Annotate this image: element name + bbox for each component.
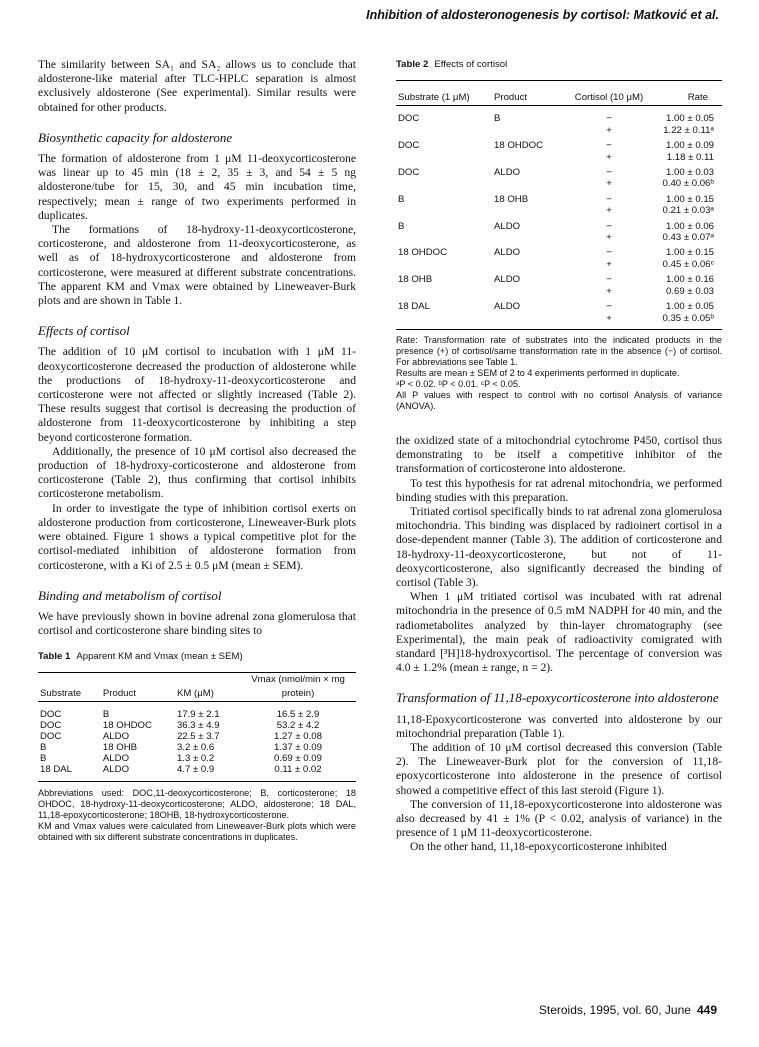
table-cell: − bbox=[606, 301, 612, 313]
table-row bbox=[396, 286, 722, 297]
paragraph: 11,18-Epoxycorticosterone was converted into aldosterone by our mitochondrial preparation (Table 1). bbox=[396, 712, 722, 740]
left-column bbox=[38, 58, 356, 843]
table-cell: DOC bbox=[398, 167, 420, 179]
table-cell: 1.27 ± 0.08 bbox=[274, 730, 322, 742]
table-cell: − bbox=[606, 220, 612, 232]
table-cell: 1.00 ± 0.05 bbox=[666, 301, 714, 313]
table-cell: 0.69 ± 0.09 bbox=[274, 752, 322, 764]
table-1-title: Apparent KM and Vmax (mean ± SEM) bbox=[76, 651, 243, 663]
table-cell: 22.5 ± 3.7 bbox=[176, 730, 220, 742]
table-row bbox=[396, 259, 722, 270]
table-cell: ALDO bbox=[494, 167, 521, 179]
table-cell: 36.3 ± 4.9 bbox=[176, 719, 220, 731]
table-cell: 1.00 ± 0.15 bbox=[666, 193, 714, 205]
table-cell bbox=[396, 286, 492, 297]
table-1-label: Table 1 bbox=[38, 651, 71, 663]
table-header: Cortisol (10 μM) bbox=[574, 92, 644, 104]
table-cell bbox=[492, 313, 572, 324]
table-2-grid bbox=[396, 80, 722, 324]
table-cell: 18 DAL bbox=[398, 301, 430, 313]
table-cell: ALDO bbox=[494, 274, 521, 286]
table-cell: − bbox=[606, 113, 612, 125]
table-cell bbox=[492, 125, 572, 136]
table-row bbox=[396, 163, 722, 178]
paragraph: The similarity between SA₁ and SA₂ allows us to conclude that aldosterone-like material after TLC-HPLC separation is almost exclusively aldosterone (See experimental). Similar results were obtained for other products. bbox=[38, 58, 356, 114]
table-cell: ALDO bbox=[102, 763, 130, 775]
table-row bbox=[396, 152, 722, 163]
table-row bbox=[396, 178, 722, 189]
table-1-caption bbox=[38, 650, 356, 664]
table-cell bbox=[396, 205, 492, 216]
table-cell: 0.40 ± 0.06ᵇ bbox=[662, 178, 714, 190]
paragraph: The formation of aldosterone from 1 μM 11-deoxycorticosterone was linear up to 45 min (18 ± 2, 35 ± 3, and 54 ± 5 ng aldosterone/tube for 15, 30, and 45 min incubation time, respectively; mean ± range of two experiments performed in duplicates. bbox=[38, 152, 356, 222]
table-cell bbox=[492, 205, 572, 216]
section-heading-binding: Binding and metabolism of cortisol bbox=[38, 587, 222, 603]
table-row bbox=[38, 731, 356, 742]
table-row bbox=[396, 205, 722, 216]
table-cell: − bbox=[606, 193, 612, 205]
table-1 bbox=[38, 650, 356, 843]
table-cell: DOC bbox=[40, 730, 62, 742]
table-cell bbox=[396, 152, 492, 163]
section-heading-biosynthetic: Biosynthetic capacity for aldosterone bbox=[38, 129, 233, 145]
table-row bbox=[396, 313, 722, 324]
table-header: Product bbox=[494, 92, 528, 104]
table-cell bbox=[396, 232, 492, 243]
table-cell: 18 OHDOC bbox=[494, 140, 544, 152]
table-row bbox=[396, 243, 722, 258]
table-cell: + bbox=[606, 178, 612, 190]
table-cell: 0.11 ± 0.02 bbox=[274, 763, 322, 775]
paragraph: When 1 μM tritiated cortisol was incubated with rat adrenal mitochondria in the presence of 0.5 mM NADPH for 40 min, and the radiometabolites analyzed by thin-layer chromatography (see Experimental), the main peak of radioactivity comigrated with standard [³H]18-hydroxycortisol. The percentage of conversion was 4.0 ± 1.2% (mean ± range, n = 2). bbox=[396, 590, 722, 675]
table-header: Rate bbox=[687, 92, 708, 104]
running-head: Inhibition of aldosteronogenesis by cortisol: Matković et al. bbox=[366, 8, 719, 22]
paragraph: The conversion of 11,18-epoxycorticosterone into aldosterone was also decreased by 41 ± 1% (P < 0.02, analysis of variance) in the presence of 1 μM 11-deoxycorticosterone. bbox=[396, 797, 722, 840]
table-cell: 18 OHDOC bbox=[398, 247, 448, 259]
table-cell: − bbox=[606, 167, 612, 179]
table-cell: ALDO bbox=[102, 730, 130, 742]
table-cell: − bbox=[606, 274, 612, 286]
section-heading-transformation: Transformation of 11,18-epoxycorticosterone into aldosterone bbox=[396, 690, 719, 706]
paragraph: Tritiated cortisol specifically binds to rat adrenal zona glomerulosa mitochondria. This binding was displaced by radioinert cortisol in a dose-dependent manner (Table 3). The addition of corticosterone and 18-hydroxy-11-deoxycorticosterone, but not of 11-deoxycorticosterone, also significantly decreased the binding of cortisol (Table 3). bbox=[396, 504, 722, 589]
table-row bbox=[38, 720, 356, 731]
paragraph: In order to investigate the type of inhibition cortisol exerts on aldosterone production from corticosterone, Lineweaver-Burk plots were obtained. Figure 1 shows a typical competitive plot for the cortisol-mediated inhibition of aldosterone formation from corticosterone, with a Ki of 2.5 ± 0.5 μM (mean ± SEM). bbox=[38, 501, 356, 572]
table-cell: 1.18 ± 0.11 bbox=[666, 151, 714, 163]
table-cell: 3.2 ± 0.6 bbox=[176, 741, 215, 753]
table-cell: B bbox=[102, 708, 110, 720]
table-cell: B bbox=[398, 220, 405, 232]
table-header: KM (μM) bbox=[176, 687, 214, 699]
table-cell: + bbox=[606, 312, 612, 324]
table-cell bbox=[396, 125, 492, 136]
table-cell: B bbox=[398, 193, 405, 205]
table-cell bbox=[492, 286, 572, 297]
table-cell bbox=[396, 178, 492, 189]
table-cell: 1.00 ± 0.15 bbox=[666, 247, 714, 259]
table-cell: 0.43 ± 0.07ᵃ bbox=[662, 232, 714, 244]
table-cell bbox=[396, 313, 492, 324]
table-cell: 0.69 ± 0.03 bbox=[666, 285, 714, 297]
table-cell: B bbox=[40, 752, 47, 764]
paragraph: On the other hand, 11,18-epoxycorticosterone inhibited bbox=[410, 840, 667, 854]
table-cell: ALDO bbox=[102, 752, 130, 764]
table-cell: 16.5 ± 2.9 bbox=[276, 708, 320, 720]
page-number: 449 bbox=[696, 1003, 717, 1017]
section-heading-effects: Effects of cortisol bbox=[38, 323, 130, 339]
table-2-note: All P values with respect to control with no cortisol Analysis of variance (ANOVA). bbox=[396, 389, 722, 411]
table-row bbox=[38, 742, 356, 753]
right-column bbox=[396, 58, 722, 855]
table-cell: DOC bbox=[398, 113, 420, 125]
table-cell: DOC bbox=[40, 719, 62, 731]
table-cell: 18 DAL bbox=[40, 763, 72, 775]
table-1-grid bbox=[38, 672, 356, 775]
table-cell: + bbox=[606, 285, 612, 297]
table-header: Product bbox=[102, 687, 136, 699]
table-2-caption bbox=[396, 58, 722, 72]
table-row bbox=[396, 113, 722, 124]
table-row bbox=[38, 709, 356, 720]
table-row bbox=[396, 232, 722, 243]
table-row bbox=[38, 753, 356, 764]
table-cell: 1.00 ± 0.05 bbox=[666, 113, 714, 125]
table-cell bbox=[492, 232, 572, 243]
table-cell: 0.21 ± 0.03ᵃ bbox=[662, 205, 714, 217]
table-header: Substrate bbox=[40, 687, 82, 699]
table-cell bbox=[492, 178, 572, 189]
table-cell: ALDO bbox=[494, 301, 521, 313]
table-cell: 0.45 ± 0.06ᶜ bbox=[662, 258, 714, 270]
table-cell: 18 OHB bbox=[102, 741, 138, 753]
table-cell: ALDO bbox=[494, 247, 521, 259]
paragraph: The addition of 10 μM cortisol to incubation with 1 μM 11-deoxycorticosterone decreased the production of aldosterone while the productions of 18-hydroxy-11-deoxycorticosterone and corticosterone were not affected or slightly increased (Table 2). These results suggest that cortisol is decreasing the production of aldosterone from 11-deoxycorticosterone by inhibiting a step beyond corticosterone formation. bbox=[38, 345, 356, 444]
table-cell: 17.9 ± 2.1 bbox=[176, 708, 220, 720]
table-header: Substrate (1 μM) bbox=[398, 92, 470, 104]
paragraph: The formations of 18-hydroxy-11-deoxycorticosterone, corticosterone, and aldosterone from 11-deoxycorticosterone, as well as of 18-hydroxycorticosterone and aldosterone from corticosterone, were measured at different substrate concentrations. The apparent KM and Vmax were obtained by Lineweaver-Burk plots and are shown in Table 1. bbox=[38, 223, 356, 308]
table-cell bbox=[492, 152, 572, 163]
table-cell: + bbox=[606, 124, 612, 136]
table-cell: + bbox=[606, 205, 612, 217]
table-cell: 18 OHB bbox=[494, 193, 529, 205]
table-cell: 53.2 ± 4.2 bbox=[276, 719, 320, 731]
table-row bbox=[396, 270, 722, 285]
table-cell: + bbox=[606, 258, 612, 270]
table-cell: ALDO bbox=[494, 220, 521, 232]
paragraph: We have previously shown in bovine adrenal zona glomerulosa that cortisol and corticosterone share binding sites to bbox=[38, 609, 356, 638]
table-2-note: Rate: Transformation rate of substrates into the indicated products in the presence (+) of cortisol/same transformation rate in the absence (−) of cortisol. For abbreviations see Table 1. bbox=[396, 334, 722, 367]
table-cell: 18 OHDOC bbox=[102, 719, 152, 731]
table-row bbox=[396, 125, 722, 136]
table-cell: 1.22 ± 0.11ᵃ bbox=[663, 124, 714, 136]
table-cell: 0.35 ± 0.05ᵇ bbox=[662, 312, 714, 324]
table-cell: 1.37 ± 0.09 bbox=[274, 741, 322, 753]
paragraph: Additionally, the presence of 10 μM cortisol also decreased the production of 18-hydroxy-corticosterone and aldosterone from corticosterone (Table 2), thus confirming that cortisol inhibits corticosterone metabolism. bbox=[38, 444, 356, 501]
table-row bbox=[38, 764, 356, 775]
table-cell: DOC bbox=[398, 140, 420, 152]
table-cell: B bbox=[40, 741, 47, 753]
table-row bbox=[396, 190, 722, 205]
table-cell bbox=[492, 259, 572, 270]
table-row bbox=[396, 297, 722, 312]
table-cell: 4.7 ± 0.9 bbox=[176, 763, 215, 775]
table-cell: − bbox=[606, 140, 612, 152]
table-2-note: ᵃP < 0.02. ᵇP < 0.01. ᶜP < 0.05. bbox=[396, 378, 521, 389]
paragraph: the oxidized state of a mitochondrial cytochrome P450, cortisol thus demonstrating to be itself a competitive inhibitor of the transformation of corticosterone into aldosterone. bbox=[396, 433, 722, 476]
table-2-note: Results are mean ± SEM of 2 to 4 experiments performed in duplicate. bbox=[396, 367, 680, 378]
table-cell: 1.00 ± 0.03 bbox=[666, 167, 714, 179]
table-cell: 1.00 ± 0.09 bbox=[666, 140, 714, 152]
journal-citation: Steroids, 1995, vol. 60, June bbox=[538, 1003, 691, 1017]
table-cell: + bbox=[606, 232, 612, 244]
table-cell: DOC bbox=[40, 708, 62, 720]
table-2-label: Table 2 bbox=[396, 59, 429, 70]
table-cell: B bbox=[494, 113, 501, 125]
paragraph: To test this hypothesis for rat adrenal mitochondria, we performed binding studies with this preparation. bbox=[396, 476, 722, 504]
table-cell: 1.3 ± 0.2 bbox=[176, 752, 215, 764]
table-cell: 1.00 ± 0.06 bbox=[666, 220, 714, 232]
table-1-note: KM and Vmax values were calculated from Lineweaver-Burk plots which were obtained with six different substrate concentrations in duplicates. bbox=[38, 820, 356, 842]
table-cell: 1.00 ± 0.16 bbox=[666, 274, 714, 286]
page-footer bbox=[539, 1003, 717, 1017]
table-row bbox=[396, 217, 722, 232]
table-2 bbox=[396, 58, 722, 412]
table-1-note: Abbreviations used: DOC,11-deoxycorticosterone; B, corticosterone; 18 OHDOC, 18-hydroxy-11-deoxycorticosterone; ALDO, aldosterone; 18 DAL, 11,18-epoxycorticosterone; 18OHB, 18-hydroxycorticosterone. bbox=[38, 787, 356, 820]
table-row bbox=[396, 136, 722, 151]
table-2-title: Effects of cortisol bbox=[434, 59, 508, 70]
table-cell bbox=[396, 259, 492, 270]
paragraph: The addition of 10 μM cortisol decreased this conversion (Table 2). The Lineweaver-Burk plot for the conversion of 11,18-epoxycorticosterone into aldosterone in the presence of cortisol showed a competitive effect of this last steroid (Figure 1). bbox=[396, 740, 722, 797]
table-cell: + bbox=[606, 151, 612, 163]
table-cell: 18 OHB bbox=[398, 274, 433, 286]
table-cell: − bbox=[606, 247, 612, 259]
table-header: Vmax (nmol/min × mg protein) bbox=[251, 673, 345, 699]
